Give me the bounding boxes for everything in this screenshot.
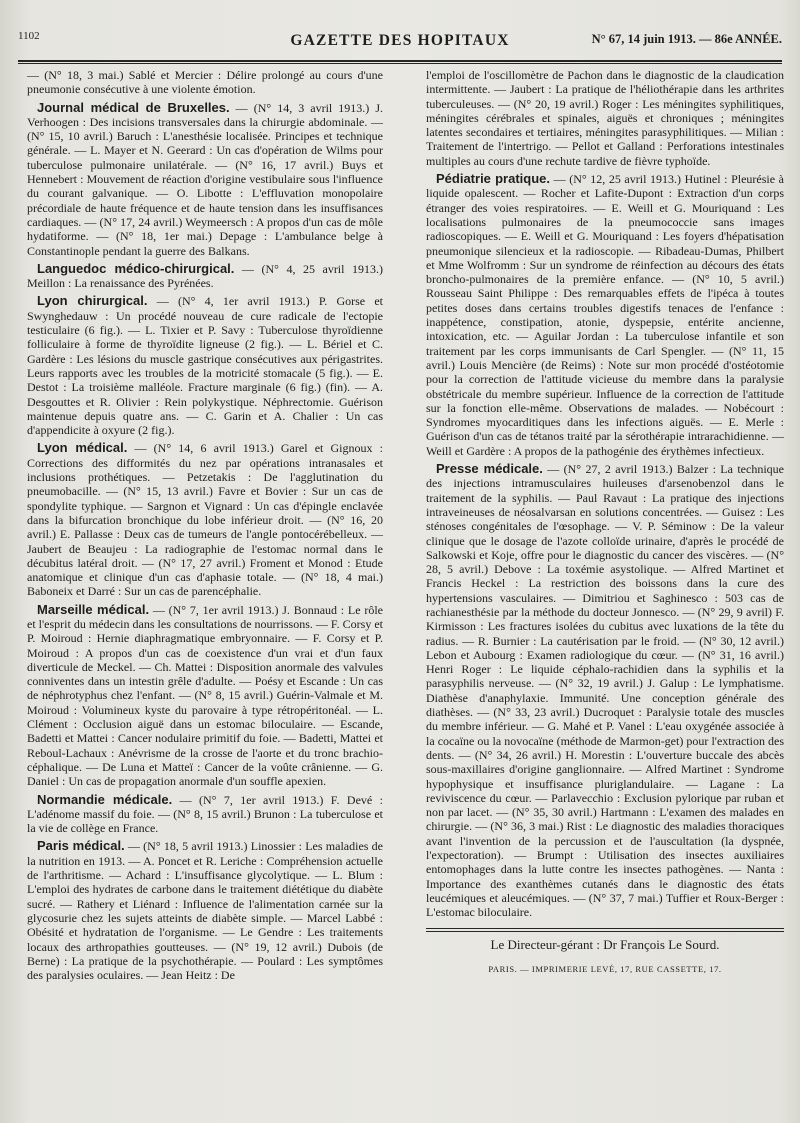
entry-text: — (N° 14, 3 avril 1913.) J. Verhoogen : Des incisions transversales dans la chirurgie abdominale. — (N° 15, 10 avril.) Baruch : L'anesthésie localisée. Principes et technique générale. — L. Mayer et N. Geerard : Un cas d'opération de Wilms pour tuberculose pulmonaire unilatérale. — (N° 16, 17 avril.) Buys et Hennebert : Mouvement de réaction d'origine vestibulaire sous l'influence du courant galvanique. — O. Libotte : L'effluvation monopolaire précordiale de haute fréquence et de haute tension dans les insuffisances cardiaques. — (N° 17, 24 avril.) Weymeersch : A propos d'un cas de môle hydatiforme. — (N° 18, 1er mai.) Depage : L'ambulance belge à Constantinople pendant la guerre des Balkans. [27,100,383,258]
entry-text: — (N° 4, 25 avril 1913.) Meillon : La renaissance des Pyrénées. [27,261,384,291]
journal-name: Paris médical. [37,838,125,854]
entry-text: — (N° 7, 1er avril 1913.) F. Devé : L'adénome massif du foie. — (N° 8, 15 avril.) Brunon : La tuberculose et la vie de collège en France. [27,792,383,836]
journal-name: Lyon chirurgical. [37,293,148,309]
header-rule [18,60,782,62]
journal-name: Pédiatrie pratique. [436,171,551,187]
entry-text: — (N° 27, 2 avril 1913.) Balzer : La technique des injections intramusculaires huileuses d'arsenobenzol dans le traitement de la syphilis. — Paul Ravaut : La pratique des injections intraveineuses de néosalvarsan en solutions concentrées. — Guisez : Les sténoses congénitales de l'œsophage. — V. P. Séminow : De la valeur clinique que le dosage de l'azote colloïde urinaire, d'après le procédé de Salkowski et Koje, offre pour le diagnostic du cancer des viscères. — (N° 28, 5 avril.) Debove : La toxémie asystolique. — Alfred Martinet et Francis Heckel : La restriction des boissons dans la cure des hypertensions vasculaires. — Dimitriou et Saghinesco : 503 cas de rachianesthésie par la méthode du docteur Jonnesco. — (N° 29, 9 avril) F. Kirmisson : Les fractures isolées du cubitus avec luxations de la tête du radius. — R. Burnier : La cautérisation par le froid. — (N° 30, 12 avril.) Lebon et Aubourg : Examen radiologique du cœur. — (N° 31, 16 avril.) Henri Roger : Le liquide céphalo-rachidien dans la syphilis et la parasyphilis nerveuse. — (N° 32, 19 avril.) J. Galup : Le lymphatisme. Diathèse d'anaphylaxie. Immunité. Une conception générale des diathèses. — (N° 33, 23 avril.) Ducroquet : Paralysie totale des muscles du membre inférieur. — G. Mahé et P. Vanel : L'eau oxygénée associée à la cocaïne ou la novocaïne (méthode de Marmon-get) pour l'extraction des dents. — (N° 34, 26 avril.) H. Morestin : L'ouverture buccale des abcès sous-maxillaires d'origine ganglionnaire. — Alfred Martinet : Syndrome hypophysique et insuffisance pluriglandulaire. — Lagane : La reviviscence du cœur. — Parlavecchio : Exclusion pylorique par ruban et non par lacet. — (N° 35, 30 avril.) Hartmann : L'examen des malades en chirurgie. — (N° 36, 3 mai.) Rist : Le diagnostic des maladies thoraciques avant l'invention de la percussion et de l'auscultation (la dyspnée, l'expectoration). — Brumpt : Utilisation des insectes auxiliaires entomophages dans la lutte contre les insectes pathogènes. — Nanta : Importance des exanthèmes cutanés dans le diagnostic des états leucémiques et aleucémiques. — (N° 37, 7 mai.) Tuffier et Roux-Berger : L'estomac biloculaire. [426,462,784,920]
director-signature: Le Directeur-gérant : Dr François Le Sourd. [490,936,720,952]
entry-text: — (N° 12, 25 avril 1913.) Hutinel : Pleurésie à liquide opalescent. — Rocher et Lafite-Dupont : Extraction d'un corps étranger des voies respiratoires. — E. Weill et G. Mouriquand : Les localisations pulmonaires de la pneumococcie sans images radioscopiques. — E. Weill et G. Mouriquand : Les foyers d'hépatisation pneumonique silencieux et la radioscopie. — Ribadeau-Dumas, Philbert et Mme Wolfromm : Sur un syndrome de réinfection au décours des états broncho-pulmonaires de la première enfance. — (N° 10, 5 avril.) Rousseau Saint Philippe : Des remarquables effets de l'ipéca à toutes petites doses dans certains troubles digestifs tenaces de l'enfance : inappétence, constipation, atonie, dyspepsie, entérite ancienne, intoxication, etc. — Aguilar Jordan : La tuberculose infantile et son traitement par les corps immunisants de Carl Spengler. — (N° 11, 15 avril.) Louis Mencière (de Reims) : Note sur mon procédé d'ostéotomie pour la correction de l'attitude vicieuse du membre dans la paralysie obstétricale du membre supérieur. Influence de la correction de l'attitude sur la fonction elle-même. Observations de malades. — Nobécourt : Syndromes myocarditiques dans les infections aiguës. — E. Merle : Guérison d'un cas de tétanos traité par la sérothérapie intrarachidienne. — Weill et Gardère : A propos de la pathogénie des érythèmes infectieux. [426,172,784,458]
journal-entry [27,441,383,598]
journal-name: Languedoc médico-chirurgical. [37,260,235,276]
journal-entry [426,172,784,458]
journal-title: GAZETTE DES HOPITAUX [290,32,510,49]
entry-text: — (N° 18, 3 mai.) Sablé et Mercier : Délire prolongé au cours d'une pneumonie consécutive à une violente émotion. [27,68,383,97]
entry-text: l'emploi de l'oscillomètre de Pachon dans le diagnostic de la claudication intermittente. — Jaubert : La pratique de l'héliothérapie dans les arthrites tuberculeuses. — (N° 20, 19 avril.) Roger : Les méningites syphilitiques, méningites cérébrales et spinales, aiguës et chroniques ; méningites latentes secondaires et tertiaires, méningites parasyphilitiques. — Milian : Traitement de l'intertrigo. — Pellot et Galland : Perforations intestinales multiples au cours d'une rechute tardive de fièvre typhoïde. [426,68,784,168]
header-rule-thin [18,63,782,64]
issue-info: N° 67, 14 juin 1913. — 86e ANNÉE. [591,32,782,46]
journal-entry [27,294,383,437]
closing-rule-thin [426,931,784,932]
printer-imprint: PARIS. — IMPRIMERIE LEVÉ, 17, RUE CASSETTE, 17. [488,963,722,974]
journal-name: Journal médical de Bruxelles. [37,99,230,115]
journal-entry [27,68,383,97]
entry-text: — (N° 18, 5 avril 1913.) Linossier : Les maladies de la nutrition en 1913. — A. Poncet et R. Leriche : Compréhension actuelle de l'arthritisme. — Achard : L'insuffisance glycolytique. — L. Blum : L'emploi des hydrates de carbone dans le traitement diététique du diabète sucré. — Rathery et Liénard : Influence de l'alimentation carnée sur la glycosurie chez les sujets atteints de diabète simple. — Marcel Labbé : Obésité et hydratation de l'organisme. — Le Gendre : Les traitements locaux des arthropathies goutteuses. — (N° 19, 12 avril.) Dubois (de Berne) : La pratique de la psychothérapie. — Poulard : Les symptômes des paralysies oculaires. — Jean Heitz : De [27,839,383,983]
entry-text: — (N° 4, 1er avril 1913.) P. Gorse et Swynghedauw : Un procédé nouveau de cure radicale de l'ectopie testiculaire (6 fig.). — L. Tixier et P. Savy : Tuberculose thyroïdienne folliculaire à forme de thyroïdite ligneuse (2 fig.). — L. Bériel et C. Gardère : Les lésions du muscle gastrique consécutives aux périgastrites. Leurs rapports avec les troubles de la motricité stomacale (5 fig.). — E. Destot : La troisième malléole. Fracture marginale (6 fig.) (fin). — A. Desgouttes et R. Olivier : Rein polykystique. Néphrectomie. Guérison maintenue depuis quatre ans. — C. Garin et A. Chalier : Un cas d'appendicite à oxyure (2 fig.). [27,294,383,438]
journal-name: Normandie médicale. [37,791,173,807]
journal-entry [426,462,784,920]
journal-name: Marseille médical. [37,601,150,617]
left-column [27,68,383,986]
journal-entry [27,101,383,258]
journal-entry [27,839,383,982]
journal-entry [27,262,383,291]
page-number: 1102 [18,30,40,42]
right-column [426,68,784,976]
closing-rule [426,928,784,929]
journal-entry [27,603,383,789]
running-head [18,30,782,50]
journal-entry [27,793,383,836]
journal-entry [426,68,784,168]
journal-name: Presse médicale. [436,461,543,477]
entry-text: — (N° 7, 1er avril 1913.) J. Bonnaud : Le rôle et l'esprit du médecin dans les consultations de nourrissons. — F. Corsy et P. Moiroud : Hernie diaphragmatique embryonnaire. — F. Corsy et P. Moiroud : A propos d'un cas de coexistence d'un vrai et d'un faux diverticule de Meckel. — Ch. Mattei : Disposition anormale des valvules conniventes dans un intestin grêle d'adulte. — Poésy et Escande : Un cas de néphrotyphus chez l'enfant. — (N° 8, 15 avril.) Guérin-Valmale et M. Moiroud : Volumineux kyste du parovaire à type rétropéritonéal. — L. Clément : Occlusion aiguë dans un estomac biloculaire. — Escande, Badetti et Mattei : Cancer nodulaire primitif du foie. — Badetti, Mattei et Reboul-Lachaux : Anévrisme de la crosse de l'aorte et du tronc brachio-céphalique. — De Luna et Matteï : Cancer de la voûte crânienne. — G. Daniel : Un cas de propagation anormale d'un souffle apexien. [27,602,384,789]
journal-name: Lyon médical. [37,440,128,456]
entry-text: — (N° 14, 6 avril 1913.) Garel et Gignoux : Corrections des difformités du nez par opérations intranasales et inclusions prothétiques. — Petzetakis : De l'agglutination du pneumobacille. — (N° 15, 13 avril.) Favre et Bovier : Sur un cas de spondylite typhique. — Sargnon et Vignard : Un cas d'épingle enclavée dans la bifurcation bronchique du lobe inférieur droit. — (N° 16, 20 avril.) E. Pallasse : Deux cas de tumeurs de l'angle pontocérébelleux. — Jaubert de Beaujeu : La radiographie de l'estomac normal dans le décubitus latéral droit. — (N° 17, 27 avril.) Froment et Monod : Etude anatomique et clinique d'un cas d'aphasie totale. — (N° 18, 4 mai.) Baboneix et Darré : Sur un cas de parencéphalie. [27,441,383,599]
